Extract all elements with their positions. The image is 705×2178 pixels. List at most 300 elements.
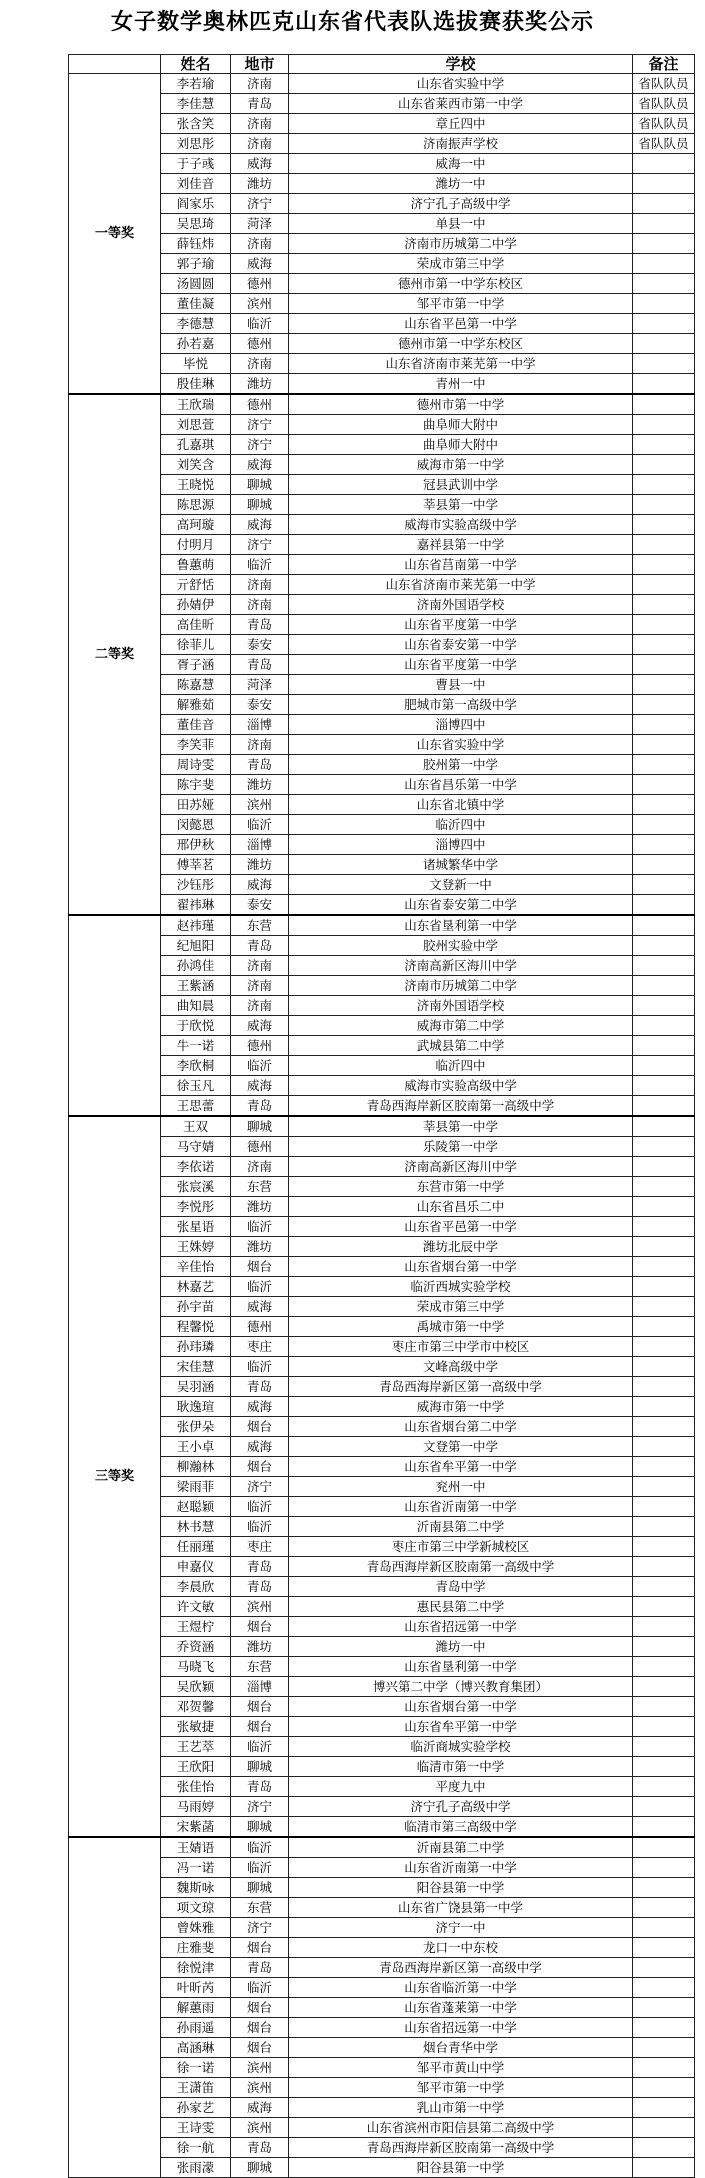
cell-school: 兖州一中 xyxy=(289,1477,633,1497)
table-row xyxy=(69,595,695,615)
cell-school: 济南市历城第二中学 xyxy=(289,234,633,254)
table-row xyxy=(69,1036,695,1056)
cell-school: 潍坊北辰中学 xyxy=(289,1237,633,1257)
table-row xyxy=(69,1517,695,1537)
cell-school: 山东省垦利第一中学 xyxy=(289,1657,633,1677)
cell-school: 山东省招远第一中学 xyxy=(289,1617,633,1637)
cell-remark xyxy=(633,915,695,936)
cell-city: 烟台 xyxy=(231,2038,289,2058)
cell-name: 许文敏 xyxy=(161,1597,231,1617)
cell-remark xyxy=(633,595,695,615)
cell-name: 殷佳琳 xyxy=(161,374,231,395)
table-row xyxy=(69,655,695,675)
cell-name: 李若瑜 xyxy=(161,74,231,94)
cell-name: 冯一诺 xyxy=(161,1858,231,1878)
header-category xyxy=(69,55,161,74)
table-row xyxy=(69,415,695,435)
cell-remark xyxy=(633,1157,695,1177)
table-row xyxy=(69,374,695,395)
table-row xyxy=(69,1457,695,1477)
award-category xyxy=(69,1837,161,2178)
cell-remark xyxy=(633,1457,695,1477)
cell-remark: 省队队员 xyxy=(633,134,695,154)
table-row xyxy=(69,1757,695,1777)
cell-name: 林书慧 xyxy=(161,1517,231,1537)
cell-school: 平度九中 xyxy=(289,1777,633,1797)
cell-name: 张含笑 xyxy=(161,114,231,134)
cell-remark xyxy=(633,895,695,916)
cell-name: 林嘉艺 xyxy=(161,1277,231,1297)
table-row xyxy=(69,435,695,455)
cell-city: 聊城 xyxy=(231,475,289,495)
cell-city: 滨州 xyxy=(231,2078,289,2098)
cell-school: 龙口一中东校 xyxy=(289,1938,633,1958)
table-row xyxy=(69,2078,695,2098)
table-row xyxy=(69,94,695,114)
cell-school: 山东省莱西市第一中学 xyxy=(289,94,633,114)
cell-name: 于子彧 xyxy=(161,154,231,174)
cell-school: 济南高新区海川中学 xyxy=(289,956,633,976)
cell-name: 高涵琳 xyxy=(161,2038,231,2058)
cell-school: 淄博四中 xyxy=(289,835,633,855)
table-row xyxy=(69,1497,695,1517)
cell-name: 王潇笛 xyxy=(161,2078,231,2098)
cell-name: 耿逸瑄 xyxy=(161,1397,231,1417)
cell-school: 威海市第二中学 xyxy=(289,1016,633,1036)
table-row xyxy=(69,675,695,695)
cell-school: 曲阜师大附中 xyxy=(289,435,633,455)
cell-city: 济南 xyxy=(231,234,289,254)
cell-school: 山东省牟平第一中学 xyxy=(289,1457,633,1477)
table-row xyxy=(69,1417,695,1437)
cell-city: 潍坊 xyxy=(231,374,289,395)
table-row xyxy=(69,234,695,254)
cell-name: 马晓飞 xyxy=(161,1657,231,1677)
cell-remark xyxy=(633,1217,695,1237)
table-row xyxy=(69,214,695,234)
table-row xyxy=(69,1377,695,1397)
cell-remark: 省队队员 xyxy=(633,114,695,134)
table-row xyxy=(69,1157,695,1177)
table-row xyxy=(69,1817,695,1838)
cell-name: 刘佳音 xyxy=(161,174,231,194)
cell-city: 滨州 xyxy=(231,294,289,314)
cell-remark xyxy=(633,1437,695,1457)
cell-name: 孙鸿佳 xyxy=(161,956,231,976)
table-row xyxy=(69,1197,695,1217)
cell-name: 解雅茹 xyxy=(161,695,231,715)
cell-school: 济南外国语学校 xyxy=(289,595,633,615)
cell-school: 单县一中 xyxy=(289,214,633,234)
cell-city: 潍坊 xyxy=(231,1637,289,1657)
cell-remark xyxy=(633,394,695,415)
cell-city: 东营 xyxy=(231,915,289,936)
cell-city: 济南 xyxy=(231,575,289,595)
table-row xyxy=(69,695,695,715)
cell-city: 济宁 xyxy=(231,194,289,214)
cell-name: 徐一诺 xyxy=(161,2058,231,2078)
cell-name: 程馨悦 xyxy=(161,1317,231,1337)
cell-name: 张星语 xyxy=(161,1217,231,1237)
cell-school: 山东省广饶县第一中学 xyxy=(289,1898,633,1918)
cell-city: 泰安 xyxy=(231,635,289,655)
cell-city: 聊城 xyxy=(231,1757,289,1777)
cell-remark xyxy=(633,535,695,555)
cell-school: 青岛西海岸新区胶南第一高级中学 xyxy=(289,2138,633,2158)
cell-city: 济宁 xyxy=(231,415,289,435)
cell-city: 菏泽 xyxy=(231,214,289,234)
table-row xyxy=(69,815,695,835)
cell-name: 李德慧 xyxy=(161,314,231,334)
cell-city: 青岛 xyxy=(231,1577,289,1597)
cell-city: 枣庄 xyxy=(231,1537,289,1557)
table-row xyxy=(69,74,695,94)
cell-remark xyxy=(633,875,695,895)
cell-name: 李悦彤 xyxy=(161,1197,231,1217)
cell-city: 泰安 xyxy=(231,895,289,916)
cell-school: 山东省烟台第一中学 xyxy=(289,1257,633,1277)
cell-name: 邢伊秋 xyxy=(161,835,231,855)
cell-name: 阎家乐 xyxy=(161,194,231,214)
cell-name: 郭子瑜 xyxy=(161,254,231,274)
cell-name: 孙家艺 xyxy=(161,2098,231,2118)
cell-remark xyxy=(633,1637,695,1657)
cell-school: 青州一中 xyxy=(289,374,633,395)
table-row xyxy=(69,795,695,815)
cell-city: 济宁 xyxy=(231,435,289,455)
cell-remark xyxy=(633,314,695,334)
cell-remark xyxy=(633,1257,695,1277)
cell-name: 刘思彤 xyxy=(161,134,231,154)
cell-name: 庄雅斐 xyxy=(161,1938,231,1958)
table-row xyxy=(69,1437,695,1457)
cell-name: 傅莘茗 xyxy=(161,855,231,875)
cell-city: 滨州 xyxy=(231,795,289,815)
cell-remark xyxy=(633,294,695,314)
cell-name: 于欣悦 xyxy=(161,1016,231,1036)
cell-school: 山东省牟平第一中学 xyxy=(289,1717,633,1737)
cell-remark xyxy=(633,1777,695,1797)
cell-remark xyxy=(633,1177,695,1197)
cell-name: 孙玮璘 xyxy=(161,1337,231,1357)
cell-city: 临沂 xyxy=(231,555,289,575)
cell-remark xyxy=(633,2098,695,2118)
cell-city: 济南 xyxy=(231,74,289,94)
cell-remark xyxy=(633,415,695,435)
cell-school: 山东省滨州市阳信县第二高级中学 xyxy=(289,2118,633,2138)
cell-city: 临沂 xyxy=(231,1837,289,1858)
cell-remark xyxy=(633,2018,695,2038)
cell-remark xyxy=(633,1056,695,1076)
table-row xyxy=(69,314,695,334)
cell-name: 张敏捷 xyxy=(161,1717,231,1737)
cell-remark xyxy=(633,1978,695,1998)
table-row xyxy=(69,1257,695,1277)
table-row xyxy=(69,1998,695,2018)
table-row xyxy=(69,875,695,895)
cell-remark xyxy=(633,1137,695,1157)
cell-remark xyxy=(633,1918,695,1938)
cell-remark xyxy=(633,1116,695,1137)
cell-city: 临沂 xyxy=(231,1517,289,1537)
cell-remark xyxy=(633,715,695,735)
cell-name: 孙若嘉 xyxy=(161,334,231,354)
cell-remark xyxy=(633,1016,695,1036)
cell-city: 威海 xyxy=(231,1397,289,1417)
cell-name: 李晨欣 xyxy=(161,1577,231,1597)
table-row xyxy=(69,515,695,535)
table-row xyxy=(69,254,695,274)
cell-remark xyxy=(633,274,695,294)
cell-city: 滨州 xyxy=(231,2058,289,2078)
cell-school: 邹平市黄山中学 xyxy=(289,2058,633,2078)
cell-remark xyxy=(633,835,695,855)
cell-remark xyxy=(633,2118,695,2138)
cell-school: 荣成市第三中学 xyxy=(289,254,633,274)
table-row xyxy=(69,1898,695,1918)
cell-name: 亓舒恬 xyxy=(161,575,231,595)
cell-city: 临沂 xyxy=(231,1277,289,1297)
award-category: 三等奖 xyxy=(69,1116,161,1837)
cell-remark xyxy=(633,1878,695,1898)
table-row xyxy=(69,575,695,595)
cell-name: 张佳怡 xyxy=(161,1777,231,1797)
cell-school: 曹县一中 xyxy=(289,675,633,695)
cell-remark xyxy=(633,1297,695,1317)
cell-city: 临沂 xyxy=(231,1217,289,1237)
cell-remark xyxy=(633,1737,695,1757)
cell-city: 聊城 xyxy=(231,1817,289,1838)
cell-name: 董佳音 xyxy=(161,715,231,735)
cell-city: 烟台 xyxy=(231,1617,289,1637)
cell-name: 闵懿恩 xyxy=(161,815,231,835)
cell-name: 解蕙雨 xyxy=(161,1998,231,2018)
table-row xyxy=(69,535,695,555)
cell-name: 董佳凝 xyxy=(161,294,231,314)
cell-remark xyxy=(633,675,695,695)
cell-city: 潍坊 xyxy=(231,1237,289,1257)
cell-city: 临沂 xyxy=(231,1357,289,1377)
cell-remark xyxy=(633,1497,695,1517)
cell-name: 陈宇斐 xyxy=(161,775,231,795)
cell-remark xyxy=(633,1557,695,1577)
cell-remark xyxy=(633,976,695,996)
cell-name: 牛一诺 xyxy=(161,1036,231,1056)
cell-school: 济南高新区海川中学 xyxy=(289,1157,633,1177)
cell-remark xyxy=(633,1517,695,1537)
cell-name: 王煜柠 xyxy=(161,1617,231,1637)
cell-city: 青岛 xyxy=(231,1557,289,1577)
cell-city: 烟台 xyxy=(231,1417,289,1437)
cell-city: 东营 xyxy=(231,1898,289,1918)
cell-remark xyxy=(633,334,695,354)
table-row xyxy=(69,2138,695,2158)
cell-name: 纪旭阳 xyxy=(161,936,231,956)
cell-remark xyxy=(633,2158,695,2178)
cell-remark xyxy=(633,1317,695,1337)
cell-school: 山东省平度第一中学 xyxy=(289,615,633,635)
cell-remark xyxy=(633,154,695,174)
table-row xyxy=(69,1878,695,1898)
cell-school: 阳谷县第一中学 xyxy=(289,2158,633,2178)
cell-city: 青岛 xyxy=(231,94,289,114)
cell-school: 胶州实验中学 xyxy=(289,936,633,956)
cell-school: 临清市第三高级中学 xyxy=(289,1817,633,1838)
cell-remark xyxy=(633,174,695,194)
cell-name: 申嘉仪 xyxy=(161,1557,231,1577)
table-row xyxy=(69,1056,695,1076)
cell-school: 山东省平度第一中学 xyxy=(289,655,633,675)
cell-city: 潍坊 xyxy=(231,775,289,795)
cell-city: 济宁 xyxy=(231,1918,289,1938)
cell-city: 济宁 xyxy=(231,535,289,555)
cell-school: 惠民县第二中学 xyxy=(289,1597,633,1617)
cell-name: 叶昕芮 xyxy=(161,1978,231,1998)
cell-remark xyxy=(633,194,695,214)
cell-name: 王晓悦 xyxy=(161,475,231,495)
table-row xyxy=(69,936,695,956)
cell-city: 淄博 xyxy=(231,715,289,735)
table-row xyxy=(69,1137,695,1157)
cell-city: 青岛 xyxy=(231,615,289,635)
table-row xyxy=(69,394,695,415)
cell-name: 王欣阳 xyxy=(161,1757,231,1777)
table-row xyxy=(69,635,695,655)
cell-remark xyxy=(633,855,695,875)
cell-name: 王思蕾 xyxy=(161,1096,231,1117)
cell-remark xyxy=(633,575,695,595)
cell-name: 胥子涵 xyxy=(161,655,231,675)
cell-school: 沂南县第二中学 xyxy=(289,1517,633,1537)
table-row xyxy=(69,2058,695,2078)
cell-city: 德州 xyxy=(231,274,289,294)
cell-name: 李笑菲 xyxy=(161,735,231,755)
cell-city: 德州 xyxy=(231,1036,289,1056)
cell-school: 山东省泰安第二中学 xyxy=(289,895,633,916)
header-name: 姓名 xyxy=(161,55,231,74)
table-row xyxy=(69,1557,695,1577)
table-row xyxy=(69,1116,695,1137)
table-row xyxy=(69,1397,695,1417)
table-row xyxy=(69,1477,695,1497)
cell-school: 潍坊一中 xyxy=(289,174,633,194)
cell-city: 威海 xyxy=(231,1076,289,1096)
cell-remark xyxy=(633,495,695,515)
cell-school: 德州市第一中学东校区 xyxy=(289,334,633,354)
cell-city: 临沂 xyxy=(231,1056,289,1076)
table-row xyxy=(69,735,695,755)
cell-school: 肥城市第一高级中学 xyxy=(289,695,633,715)
cell-name: 徐悦津 xyxy=(161,1958,231,1978)
cell-remark xyxy=(633,435,695,455)
table-row xyxy=(69,1958,695,1978)
cell-school: 青岛西海岸新区胶南第一高级中学 xyxy=(289,1096,633,1117)
cell-remark xyxy=(633,1657,695,1677)
cell-name: 李依诺 xyxy=(161,1157,231,1177)
cell-name: 曾姝雅 xyxy=(161,1918,231,1938)
cell-city: 临沂 xyxy=(231,1978,289,1998)
cell-city: 临沂 xyxy=(231,314,289,334)
cell-remark xyxy=(633,1417,695,1437)
table-row xyxy=(69,1337,695,1357)
cell-school: 山东省平邑第一中学 xyxy=(289,314,633,334)
cell-remark xyxy=(633,775,695,795)
cell-school: 山东省临沂第一中学 xyxy=(289,1978,633,1998)
cell-school: 山东省垦利第一中学 xyxy=(289,915,633,936)
table-row xyxy=(69,555,695,575)
cell-name: 王婧语 xyxy=(161,1837,231,1858)
cell-name: 孔嘉琪 xyxy=(161,435,231,455)
cell-city: 烟台 xyxy=(231,2018,289,2038)
cell-remark xyxy=(633,354,695,374)
cell-school: 武城县第二中学 xyxy=(289,1036,633,1056)
cell-name: 张雨濛 xyxy=(161,2158,231,2178)
cell-city: 青岛 xyxy=(231,1377,289,1397)
table-row xyxy=(69,334,695,354)
cell-school: 淄博四中 xyxy=(289,715,633,735)
cell-city: 济南 xyxy=(231,976,289,996)
cell-remark xyxy=(633,1817,695,1838)
table-row xyxy=(69,294,695,314)
cell-remark xyxy=(633,1197,695,1217)
table-row xyxy=(69,194,695,214)
cell-name: 付明月 xyxy=(161,535,231,555)
table-row xyxy=(69,1697,695,1717)
table-row xyxy=(69,154,695,174)
table-row xyxy=(69,976,695,996)
cell-school: 山东省沂南第一中学 xyxy=(289,1858,633,1878)
page-title: 女子数学奥林匹克山东省代表队选拔赛获奖公示 xyxy=(110,10,594,35)
cell-remark xyxy=(633,2078,695,2098)
cell-city: 聊城 xyxy=(231,1116,289,1137)
cell-city: 青岛 xyxy=(231,655,289,675)
cell-remark xyxy=(633,635,695,655)
cell-remark: 省队队员 xyxy=(633,74,695,94)
cell-name: 刘笑含 xyxy=(161,455,231,475)
cell-remark xyxy=(633,1898,695,1918)
cell-school: 青岛西海岸新区第一高级中学 xyxy=(289,1958,633,1978)
cell-school: 山东省平邑第一中学 xyxy=(289,1217,633,1237)
table-row xyxy=(69,1777,695,1797)
cell-city: 东营 xyxy=(231,1657,289,1677)
cell-school: 山东省济南市莱芜第一中学 xyxy=(289,575,633,595)
table-row xyxy=(69,1537,695,1557)
table-row xyxy=(69,1717,695,1737)
header-remark: 备注 xyxy=(633,55,695,74)
cell-remark xyxy=(633,735,695,755)
cell-remark xyxy=(633,1697,695,1717)
cell-remark xyxy=(633,1237,695,1257)
cell-city: 济宁 xyxy=(231,1797,289,1817)
cell-name: 乔资涵 xyxy=(161,1637,231,1657)
cell-school: 威海市第一中学 xyxy=(289,1397,633,1417)
cell-city: 淄博 xyxy=(231,1677,289,1697)
cell-name: 孙婧伊 xyxy=(161,595,231,615)
cell-name: 徐菲儿 xyxy=(161,635,231,655)
cell-city: 济南 xyxy=(231,956,289,976)
cell-city: 菏泽 xyxy=(231,675,289,695)
cell-remark xyxy=(633,555,695,575)
cell-school: 山东省济南市莱芜第一中学 xyxy=(289,354,633,374)
cell-name: 王欣瑞 xyxy=(161,394,231,415)
cell-city: 聊城 xyxy=(231,2158,289,2178)
cell-school: 邹平市第一中学 xyxy=(289,294,633,314)
cell-name: 魏斯咏 xyxy=(161,1878,231,1898)
cell-remark xyxy=(633,1717,695,1737)
table-row xyxy=(69,1657,695,1677)
table-row xyxy=(69,715,695,735)
cell-remark xyxy=(633,1537,695,1557)
